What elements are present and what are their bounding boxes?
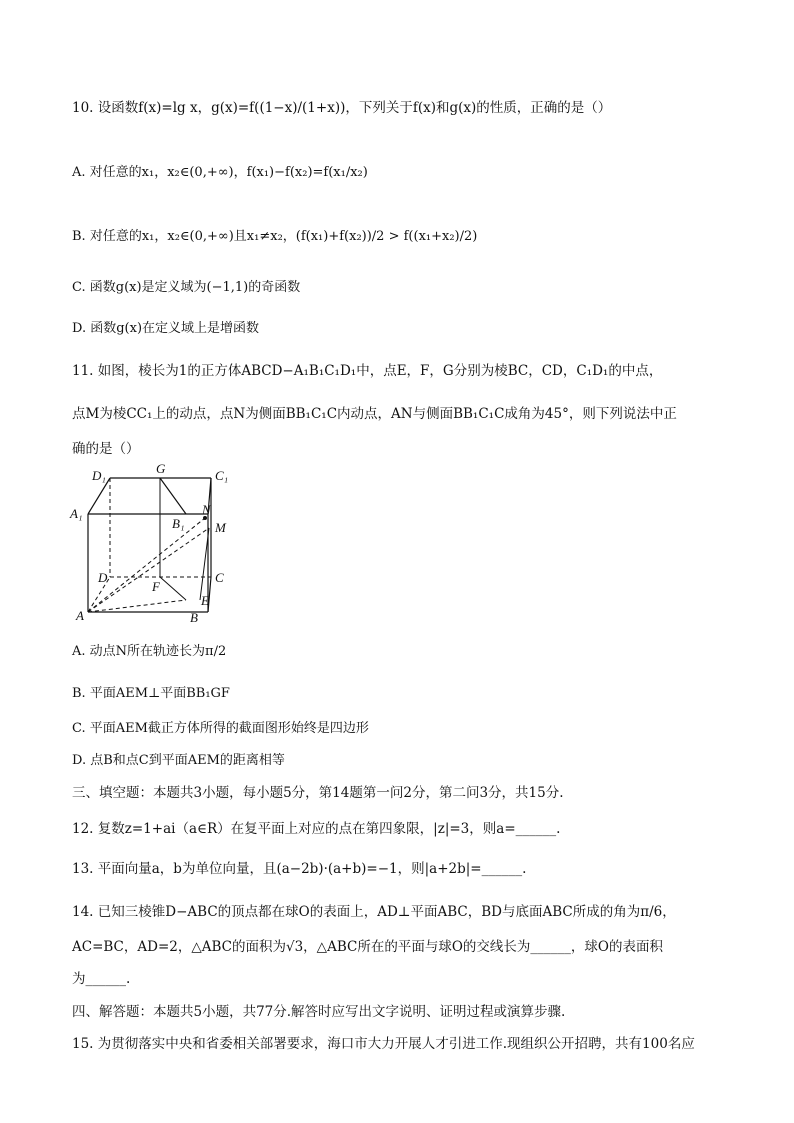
label-c1: C₁ <box>215 468 229 483</box>
q11-stem-line1: 11. 如图，棱长为1的正方体ABCD−A₁B₁C₁D₁中，点E，F，G分别为棱BC，CD，C₁D₁的中点， <box>72 363 663 379</box>
q14-line3: 为______. <box>72 971 131 987</box>
q14-line2: AC=BC，AD=2，△ABC的面积为√3，△ABC所在的平面与球O的交线长为______，球O的表面积 <box>72 939 663 955</box>
q10-option-a: A. 对任意的x₁，x₂∈(0,+∞)，f(x₁)−f(x₂)=f(x₁/x₂) <box>72 165 368 180</box>
label-f: F <box>152 579 160 594</box>
label-e: E <box>201 593 209 608</box>
label-a1: A₁ <box>70 506 83 521</box>
section-3-heading: 三、填空题：本题共3小题，每小题5分，第14题第一问2分，第二问3分，共15分. <box>72 785 564 801</box>
label-b1: B₁ <box>172 516 185 531</box>
label-m: M <box>215 520 226 535</box>
label-a: A <box>76 608 84 623</box>
q10-option-c: C. 函数g(x)是定义域为(−1,1)的奇函数 <box>72 280 301 295</box>
q11-option-c: C. 平面AEM截正方体所得的截面图形始终是四边形 <box>72 721 369 736</box>
section-4-heading: 四、解答题：本题共5小题，共77分.解答时应写出文字说明、证明过程或演算步骤. <box>72 1004 566 1020</box>
q11-option-b: B. 平面AEM⊥平面BB₁GF <box>72 686 230 701</box>
q11-stem-line2: 点M为棱CC₁上的动点，点N为侧面BB₁C₁C内动点，AN与侧面BB₁C₁C成角为45°，则下列说法中正 <box>72 406 677 422</box>
q11-option-a: A. 动点N所在轨迹长为π/2 <box>72 644 227 659</box>
label-g: G <box>156 461 166 476</box>
q10-option-b: B. 对任意的x₁，x₂∈(0,+∞)且x₁≠x₂，(f(x₁)+f(x₂))/2 > f((x₁+x₂)/2) <box>72 229 478 244</box>
label-d1: D₁ <box>92 468 106 483</box>
q10-option-d: D. 函数g(x)在定义域上是增函数 <box>72 321 260 336</box>
cube-figure <box>68 460 238 625</box>
q11-option-d: D. 点B和点C到平面AEM的距离相等 <box>72 753 285 768</box>
label-c: C <box>215 570 224 585</box>
q14-line1: 14. 已知三棱锥D−ABC的顶点都在球O的表面上，AD⊥平面ABC，BD与底面ABC所成的角为π/6， <box>72 904 676 920</box>
q13: 13. 平面向量a，b为单位向量，且(a−2b)·(a+b)=−1，则|a+2b|=______. <box>72 861 527 877</box>
label-d: D <box>98 570 108 585</box>
q11-stem-line3: 确的是（） <box>72 441 140 457</box>
label-n: N <box>202 502 211 517</box>
q15-stem: 15. 为贯彻落实中央和省委相关部署要求，海口市大力开展人才引进工作.现组织公开招聘，共有100名应 <box>72 1036 695 1052</box>
label-b: B <box>190 610 198 625</box>
q10-stem: 10. 设函数f(x)=lg x，g(x)=f((1−x)/(1+x))，下列关于f(x)和g(x)的性质，正确的是（） <box>72 100 612 116</box>
q12: 12. 复数z=1+ai（a∈R）在复平面上对应的点在第四象限，|z|=3，则a=______. <box>72 821 561 837</box>
